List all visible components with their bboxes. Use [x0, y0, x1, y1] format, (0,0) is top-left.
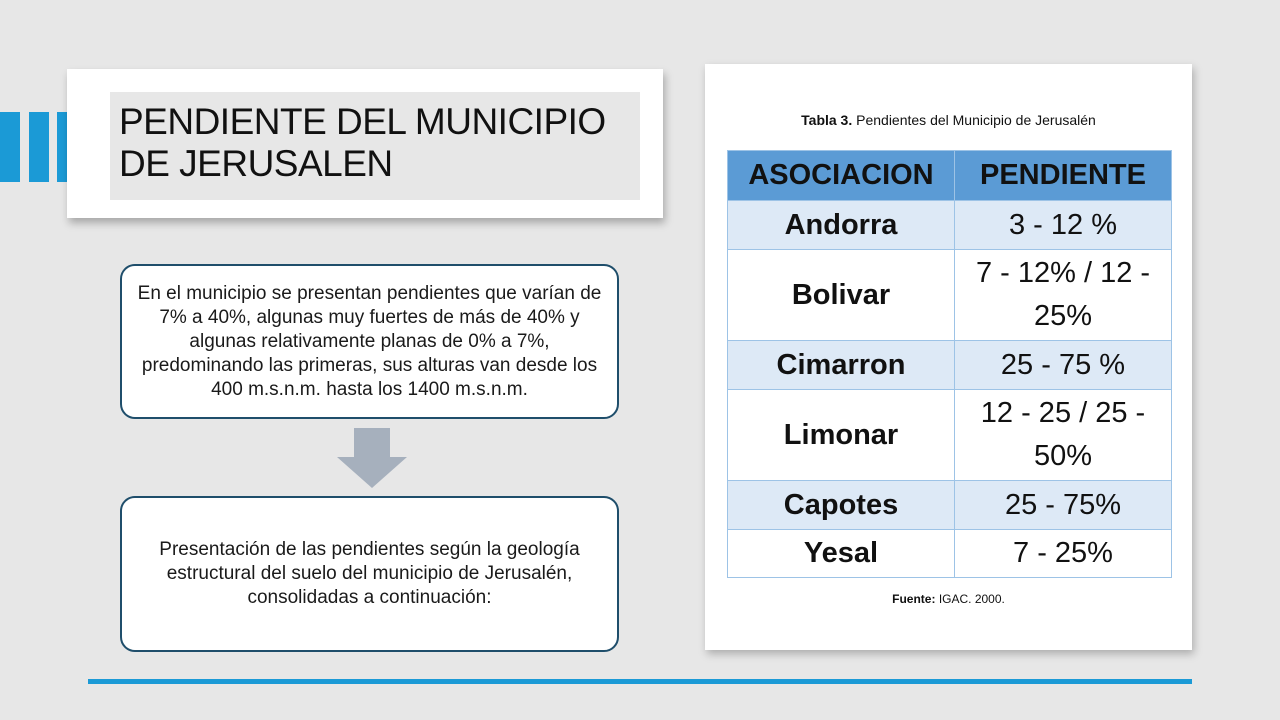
header-asociacion: ASOCIACION	[728, 151, 955, 201]
description-text: En el municipio se presentan pendientes que varían de 7% a 40%, algunas muy fuertes de más de 40% y algunas relativamente planas de 0% a 7%, predominando las primeras, sus alturas van desde los 400 m.s.n.m. hasta los 1400 m.s.n.m.	[137, 282, 602, 400]
arrow-down-icon	[337, 428, 407, 488]
cell-pendiente: 25 - 75 %	[955, 341, 1172, 390]
bottom-accent-line	[88, 679, 1192, 684]
table-caption-label: Tabla 3.	[801, 112, 853, 128]
cell-asociacion: Andorra	[728, 201, 955, 250]
document-panel	[705, 64, 1192, 650]
table-row	[728, 341, 1172, 390]
table-caption-text: Pendientes del Municipio de Jerusalén	[856, 112, 1096, 128]
table-row	[728, 481, 1172, 530]
table-caption	[705, 112, 1192, 128]
cell-pendiente: 7 - 25%	[955, 530, 1172, 578]
title-card	[67, 69, 663, 218]
table-row	[728, 530, 1172, 578]
cell-pendiente: 3 - 12 %	[955, 201, 1172, 250]
accent-stripe-2	[29, 112, 49, 182]
description-box	[120, 264, 619, 419]
slide-title: PENDIENTE DEL MUNICIPIO DE JERUSALEN	[119, 101, 606, 184]
cell-pendiente: 7 - 12% / 12 - 25%	[955, 250, 1172, 341]
table-row	[728, 201, 1172, 250]
table-row	[728, 390, 1172, 481]
cell-asociacion: Cimarron	[728, 341, 955, 390]
cell-asociacion: Bolivar	[728, 250, 955, 341]
cell-asociacion: Limonar	[728, 390, 955, 481]
title-box	[110, 92, 640, 200]
header-pendiente: PENDIENTE	[955, 151, 1172, 201]
presentation-text: Presentación de las pendientes según la geología estructural del suelo del municipio de Jerusalén, consolidadas a continuación:	[159, 539, 580, 608]
table-source	[705, 592, 1192, 606]
presentation-box	[120, 496, 619, 652]
source-text: IGAC. 2000.	[938, 592, 1005, 606]
table-row	[728, 250, 1172, 341]
cell-pendiente: 12 - 25 / 25 - 50%	[955, 390, 1172, 481]
cell-asociacion: Yesal	[728, 530, 955, 578]
cell-asociacion: Capotes	[728, 481, 955, 530]
accent-stripe-1	[0, 112, 20, 182]
table-header-row	[728, 151, 1172, 201]
slope-table	[727, 150, 1172, 578]
source-label: Fuente:	[892, 592, 936, 606]
accent-stripe-3	[57, 112, 67, 182]
cell-pendiente: 25 - 75%	[955, 481, 1172, 530]
